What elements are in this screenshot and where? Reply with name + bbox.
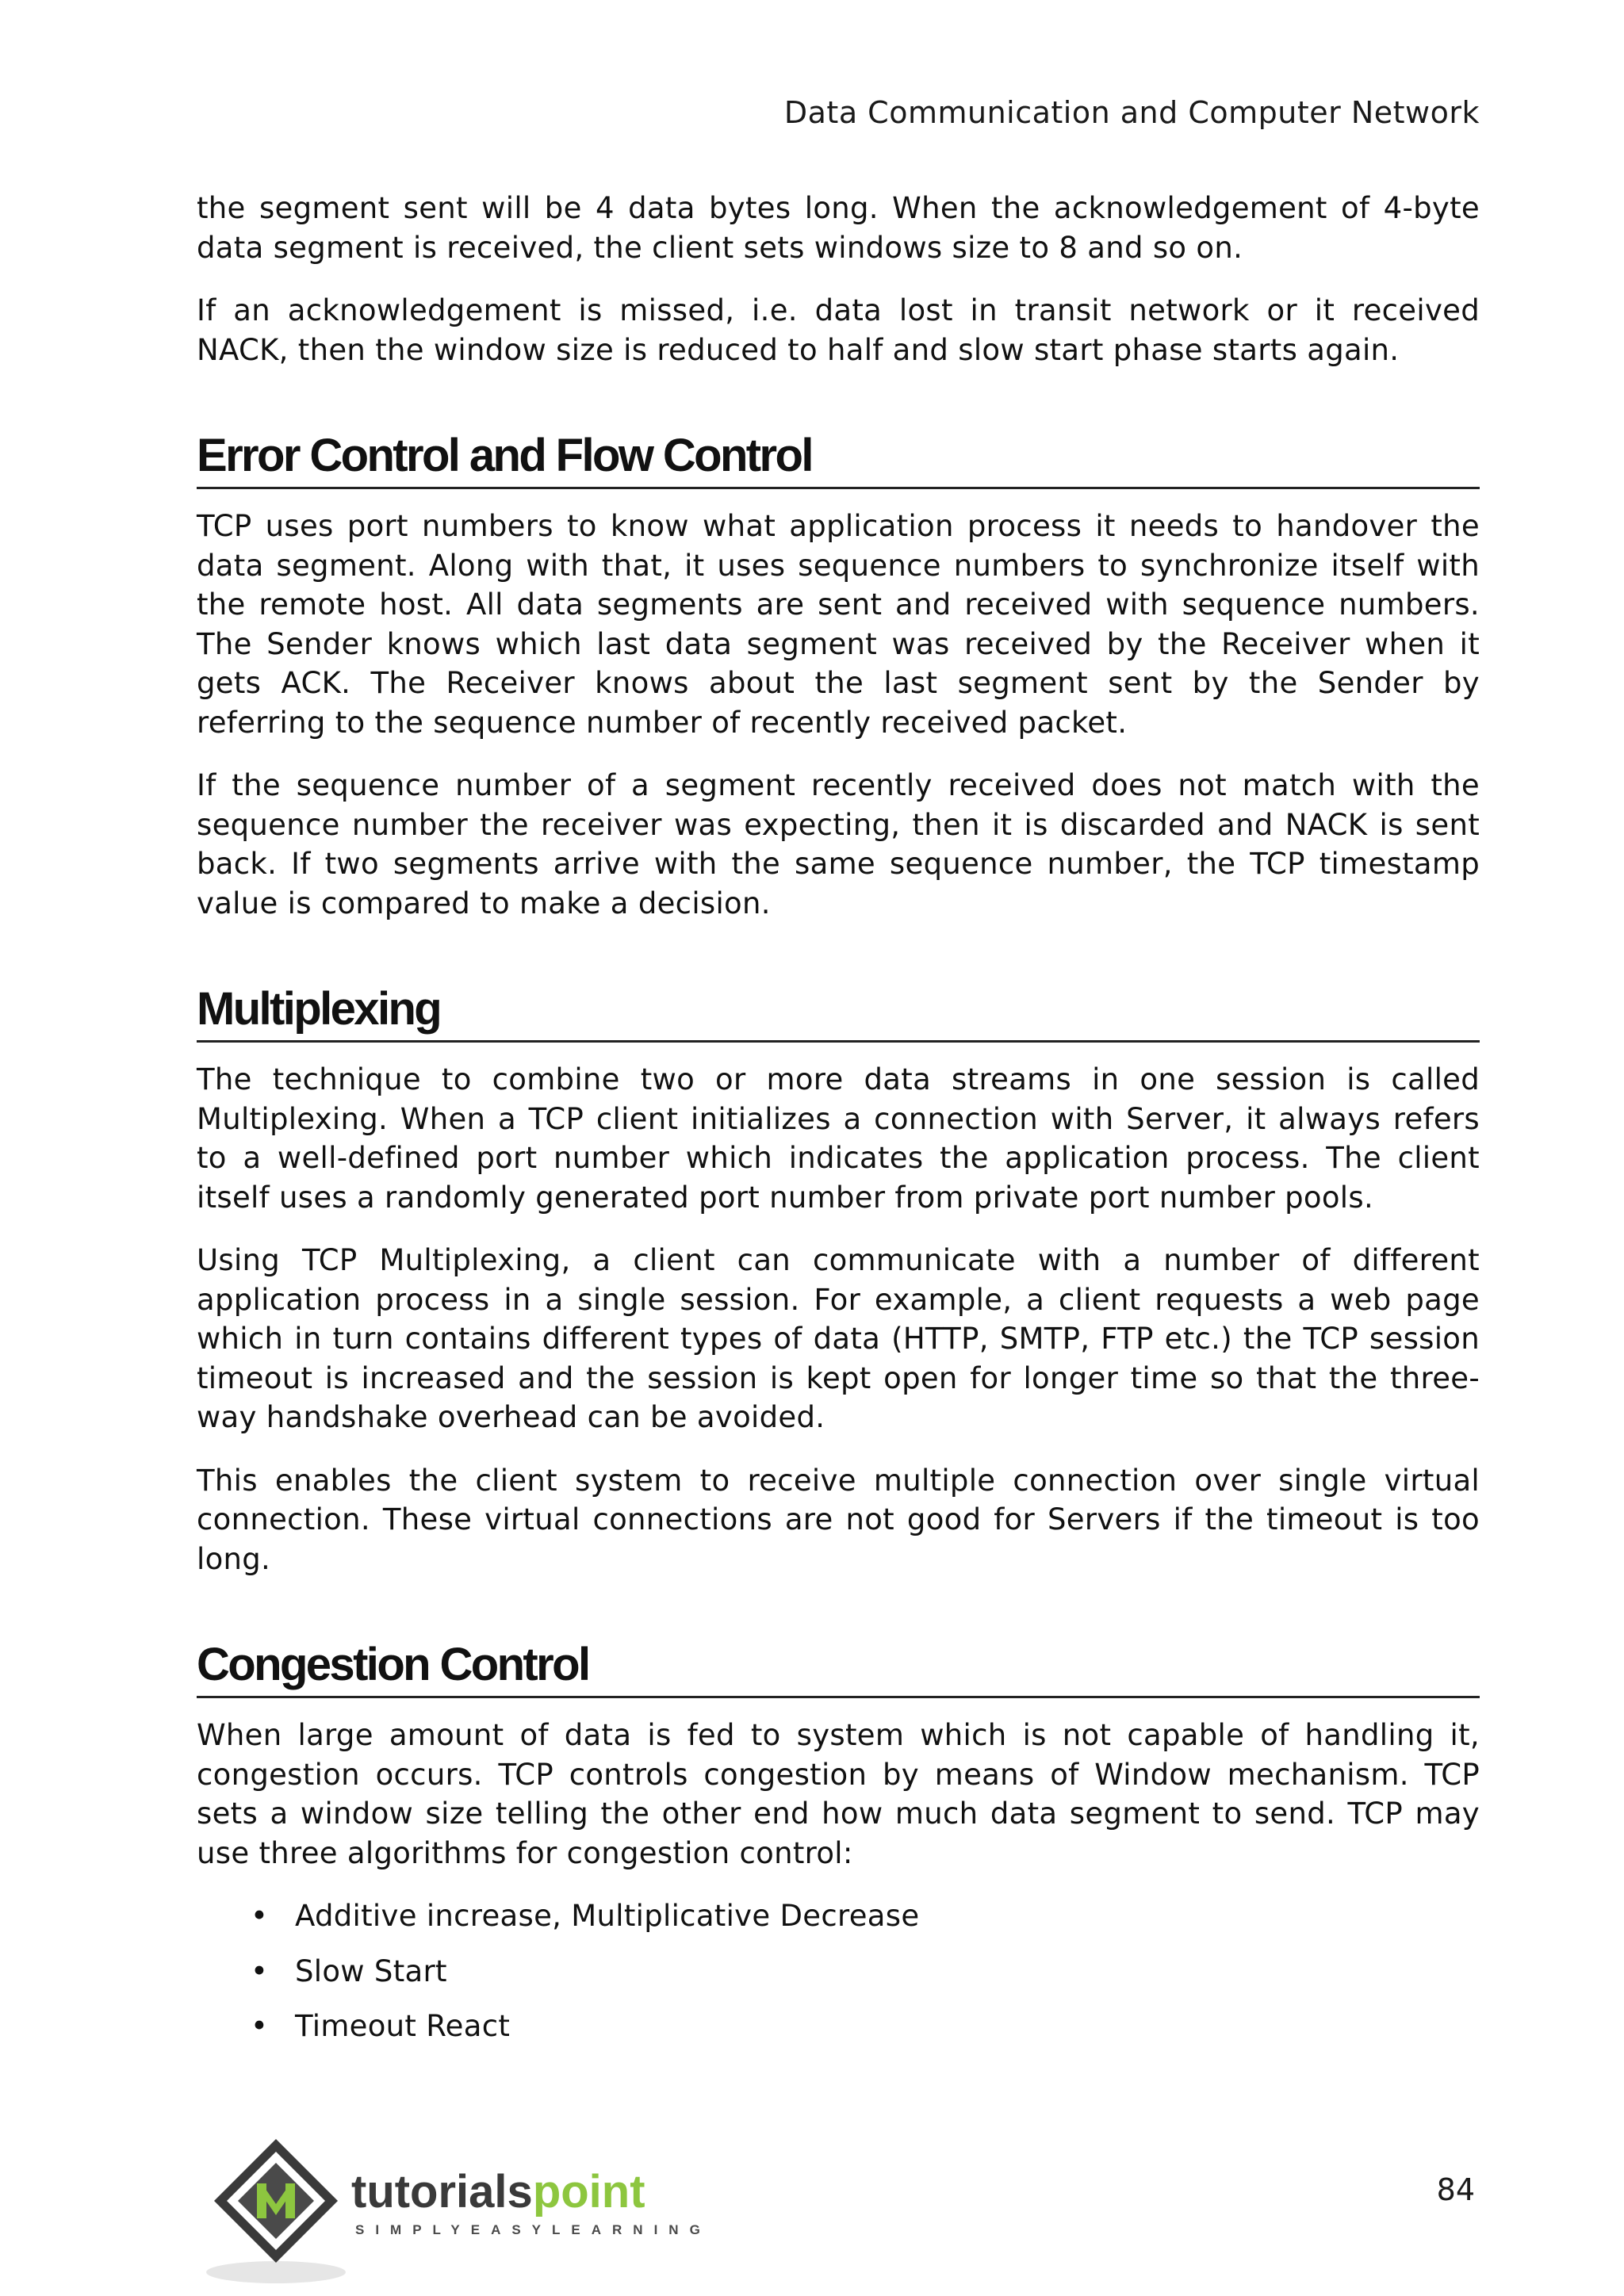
list-item [197, 2007, 1480, 2046]
paragraph: TCP uses port numbers to know what application process it needs to handover the data segment. Along with that, it uses sequence numbers to synchronize itself with the remote host. All data segments are sent and received with sequence numbers. The Sender knows which last data segment was received by the Receiver when it gets ACK. The Receiver knows about the last segment sent by the Sender by referring to the sequence number of recently received packet. [197, 509, 1480, 740]
paragraph: the segment sent will be 4 data bytes long. When the acknowledgement of 4-byte data segment is received, the client sets windows size to 8 and so on. [197, 191, 1480, 265]
heading-rule [197, 1696, 1480, 1698]
list-item-text: Timeout React [295, 2009, 511, 2043]
heading-rule [197, 487, 1480, 489]
intro [197, 189, 1480, 369]
section-heading: Congestion Control [197, 1639, 589, 1690]
logo-text: tutorialspoint [351, 2166, 645, 2218]
logo-mark-icon [205, 2131, 712, 2290]
bullet-icon: • [251, 2009, 269, 2043]
paragraph: If an acknowledgement is missed, i.e. data lost in transit network or it received NACK, then the window size is reduced to half and slow start phase starts again. [197, 293, 1480, 367]
list-item-text: Slow Start [295, 1954, 447, 1988]
section-heading: Multiplexing [197, 983, 441, 1035]
page-content [197, 189, 1480, 2062]
section-multiplexing [197, 982, 1480, 1578]
section-error-flow-control [197, 428, 1480, 923]
paragraph: The technique to combine two or more data streams in one session is called Multiplexing. When a TCP client initializes a connection with Server, it always refers to a well-defined port number which indicates the application process. The client itself uses a randomly generated port number from private port number pools. [197, 1062, 1480, 1215]
bullet-icon: • [251, 1899, 269, 1933]
page-number: 84 [1436, 2172, 1475, 2207]
list-item [197, 1952, 1480, 1992]
logo-tagline: SIMPLYEASYLEARNING [355, 2222, 711, 2237]
bullet-icon: • [251, 1954, 269, 1988]
paragraph: This enables the client system to receive multiple connection over single virtual connection. These virtual connections are not good for Servers if the timeout is too long. [197, 1463, 1480, 1576]
section-congestion-control [197, 1637, 1480, 2046]
running-header: Data Communication and Computer Network [783, 95, 1480, 130]
bullet-list [197, 1896, 1480, 2046]
paragraph: If the sequence number of a segment recently received does not match with the sequence number the receiver was expecting, then it is discarded and NACK is sent back. If two segments arrive with the same sequence number, the TCP timestamp value is compared to make a decision. [197, 768, 1480, 920]
tutorialspoint-logo [205, 2131, 712, 2290]
list-item [197, 1896, 1480, 1936]
paragraph: Using TCP Multiplexing, a client can communicate with a number of different application process in a single session. For example, a client requests a web page which in turn contains different types of data (HTTP, SMTP, FTP etc.) the TCP session timeout is increased and the session is kept open for longer time so that the three-way handshake overhead can be avoided. [197, 1243, 1480, 1434]
list-item-text: Additive increase, Multiplicative Decrease [295, 1899, 920, 1933]
section-heading: Error Control and Flow Control [197, 430, 812, 481]
heading-rule [197, 1040, 1480, 1043]
paragraph: When large amount of data is fed to system which is not capable of handling it, congestion occurs. TCP controls congestion by means of Window mechanism. TCP sets a window size telling the other end how much data segment to send. TCP may use three algorithms for congestion control: [197, 1718, 1480, 1870]
